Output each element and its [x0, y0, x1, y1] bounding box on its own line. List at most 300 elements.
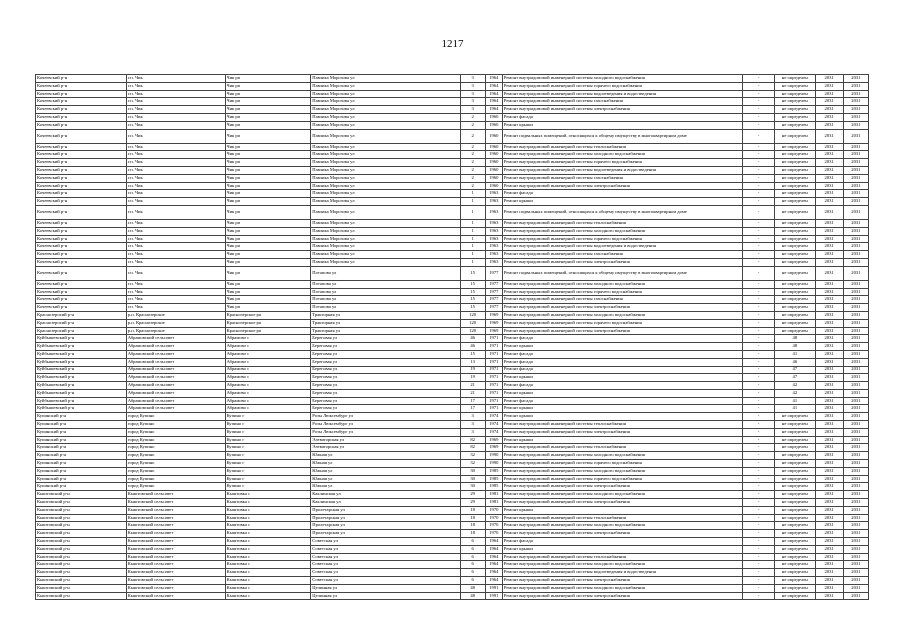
table-row [36, 397, 869, 405]
house-number-cell: 48 [460, 584, 485, 592]
year-built-cell: 1977 [485, 304, 502, 312]
district-cell: Кочеевский р-н [36, 288, 127, 296]
plan-year-start-cell: 2031 [815, 506, 843, 514]
cost-cell: - [742, 545, 774, 553]
plan-year-end-cell: 2031 [843, 545, 868, 553]
work-type-cell: Ремонт внутридомовой инженерной системы водоотведения и водостведения [502, 90, 742, 98]
street-cell: Павлика Морозова ул [311, 75, 460, 83]
settlement-cell: Кыштовский сельсовет [126, 569, 225, 577]
cost-cell: - [742, 198, 774, 206]
work-type-cell: Ремонт внутридомовой инженерной системы газоснабжения [502, 296, 742, 304]
year-built-cell: 1991 [485, 584, 502, 592]
plan-year-end-cell: 2031 [843, 166, 868, 174]
locality-cell: Чик рп [225, 266, 311, 280]
plan-year-end-cell: 2031 [843, 311, 868, 319]
district-cell: Куйбышевский р-н [36, 389, 127, 397]
work-type-cell: Ремонт крыши [502, 343, 742, 351]
plan-year-start-cell: 2031 [815, 159, 843, 167]
year-built-cell: 1970 [485, 514, 502, 522]
area-cell: не определен [775, 577, 815, 585]
district-cell: Куйбышевский р-н [36, 374, 127, 382]
street-cell: Пролетарская ул [311, 522, 460, 530]
locality-cell: Абрамово с [225, 374, 311, 382]
work-type-cell: Ремонт внутридомовой инженерной системы теплоснабжения [502, 219, 742, 227]
plan-year-end-cell: 2031 [843, 159, 868, 167]
cost-cell: - [742, 190, 774, 198]
area-cell: 41 [775, 350, 815, 358]
settlement-cell: г.п. Чик [126, 90, 225, 98]
work-type-cell: Ремонт внутридомовой инженерной системы горячего водоснабжения [502, 460, 742, 468]
district-cell: Купинский р-н [36, 467, 127, 475]
plan-year-end-cell: 2031 [843, 397, 868, 405]
year-built-cell: 1971 [485, 366, 502, 374]
locality-cell: Кыштовка с [225, 522, 311, 530]
settlement-cell: Абрамовский сельсовет [126, 335, 225, 343]
house-number-cell: 32 [460, 452, 485, 460]
table-row [36, 319, 869, 327]
plan-year-end-cell: 2031 [843, 198, 868, 206]
work-type-cell: Ремонт внутридомовой инженерной системы теплоснабжения [502, 553, 742, 561]
settlement-cell: г.п. Чик [126, 243, 225, 251]
cost-cell: - [742, 121, 774, 129]
locality-cell: Чик рп [225, 304, 311, 312]
plan-year-start-cell: 2031 [815, 113, 843, 121]
settlement-cell: город Купино [126, 483, 225, 491]
street-cell: Павлика Морозова ул [311, 227, 460, 235]
cost-cell: - [742, 436, 774, 444]
area-cell: не определен [775, 243, 815, 251]
plan-year-end-cell: 2031 [843, 190, 868, 198]
locality-cell: Купино г [225, 436, 311, 444]
area-cell: 47 [775, 374, 815, 382]
street-cell: Павлика Морозова ул [311, 121, 460, 129]
locality-cell: Кыштовка с [225, 577, 311, 585]
plan-year-end-cell: 2031 [843, 475, 868, 483]
district-cell: Кыштовский р-н [36, 522, 127, 530]
district-cell: Кыштовский р-н [36, 514, 127, 522]
cost-cell: - [742, 452, 774, 460]
district-cell: Купинский р-н [36, 428, 127, 436]
year-built-cell: 1964 [485, 569, 502, 577]
house-number-cell: 2 [460, 143, 485, 151]
plan-year-start-cell: 2031 [815, 413, 843, 421]
work-type-cell: Ремонт внутридомовой инженерной системы электроснабжения [502, 182, 742, 190]
year-built-cell: 1971 [485, 374, 502, 382]
plan-year-end-cell: 2031 [843, 491, 868, 499]
plan-year-end-cell: 2031 [843, 405, 868, 413]
table-row [36, 182, 869, 190]
area-cell: не определен [775, 90, 815, 98]
year-built-cell: 1985 [485, 475, 502, 483]
house-number-cell: 1 [460, 190, 485, 198]
year-built-cell: 1964 [485, 561, 502, 569]
area-cell: не определен [775, 98, 815, 106]
house-number-cell: 18 [460, 522, 485, 530]
street-cell: Элеваторская ул [311, 444, 460, 452]
work-type-cell: Ремонт подвальных помещений, относящихся к общему имуществу в многоквартирном доме [502, 129, 742, 143]
plan-year-start-cell: 2031 [815, 251, 843, 259]
settlement-cell: г.п. Чик [126, 288, 225, 296]
plan-year-end-cell: 2031 [843, 358, 868, 366]
plan-year-end-cell: 2031 [843, 506, 868, 514]
plan-year-end-cell: 2031 [843, 319, 868, 327]
plan-year-start-cell: 2031 [815, 397, 843, 405]
area-cell: не определен [775, 436, 815, 444]
plan-year-end-cell: 2031 [843, 143, 868, 151]
locality-cell: Чик рп [225, 227, 311, 235]
house-number-cell: 2 [460, 174, 485, 182]
locality-cell: Чик рп [225, 143, 311, 151]
year-built-cell: 1960 [485, 174, 502, 182]
table-row [36, 366, 869, 374]
street-cell: Береговая ул [311, 358, 460, 366]
plan-year-end-cell: 2031 [843, 530, 868, 538]
street-cell: Советская ул [311, 553, 460, 561]
locality-cell: Чик рп [225, 198, 311, 206]
table-row [36, 506, 869, 514]
work-type-cell: Ремонт внутридомовой инженерной системы холодного водоснабжения [502, 584, 742, 592]
street-cell: Павлика Морозова ул [311, 151, 460, 159]
work-type-cell: Ремонт внутридомовой инженерной системы газоснабжения [502, 98, 742, 106]
work-type-cell: Ремонт внутридомовой инженерной системы электроснабжения [502, 106, 742, 114]
plan-year-end-cell: 2031 [843, 266, 868, 280]
plan-year-start-cell: 2031 [815, 304, 843, 312]
work-type-cell: Ремонт внутридомовой инженерной системы теплоснабжения [502, 444, 742, 452]
table-row [36, 577, 869, 585]
year-built-cell: 1969 [485, 327, 502, 335]
settlement-cell: г.п. Чик [126, 304, 225, 312]
plan-year-end-cell: 2031 [843, 561, 868, 569]
year-built-cell: 1985 [485, 467, 502, 475]
work-type-cell: Ремонт внутридомовой инженерной системы горячего водоснабжения [502, 288, 742, 296]
street-cell: Розы Люксембург ул [311, 413, 460, 421]
district-cell: Куйбышевский р-н [36, 397, 127, 405]
plan-year-end-cell: 2031 [843, 151, 868, 159]
plan-year-start-cell: 2031 [815, 288, 843, 296]
year-built-cell: 1964 [485, 106, 502, 114]
plan-year-start-cell: 2031 [815, 358, 843, 366]
plan-year-start-cell: 2031 [815, 436, 843, 444]
cost-cell: - [742, 311, 774, 319]
district-cell: Кыштовский р-н [36, 538, 127, 546]
table-row [36, 243, 869, 251]
settlement-cell: Кыштовский сельсовет [126, 530, 225, 538]
settlement-cell: г.п. Чик [126, 251, 225, 259]
table-row [36, 327, 869, 335]
settlement-cell: Кыштовский сельсовет [126, 506, 225, 514]
district-cell: Купинский р-н [36, 452, 127, 460]
year-built-cell: 1963 [485, 251, 502, 259]
locality-cell: Купино г [225, 421, 311, 429]
settlement-cell: Абрамовский сельсовет [126, 382, 225, 390]
table-row [36, 205, 869, 219]
plan-year-end-cell: 2031 [843, 174, 868, 182]
settlement-cell: г.п. Чик [126, 227, 225, 235]
plan-year-end-cell: 2031 [843, 251, 868, 259]
house-number-cell: 32 [460, 460, 485, 468]
work-type-cell: Ремонт внутридомовой инженерной системы электроснабжения [502, 327, 742, 335]
plan-year-start-cell: 2031 [815, 266, 843, 280]
settlement-cell: Кыштовский сельсовет [126, 522, 225, 530]
area-cell: не определен [775, 113, 815, 121]
cost-cell: - [742, 343, 774, 351]
work-type-cell: Ремонт внутридомовой инженерной системы электроснабжения [502, 592, 742, 600]
district-cell: Кочеевский р-н [36, 121, 127, 129]
plan-year-start-cell: 2031 [815, 166, 843, 174]
area-cell: 47 [775, 366, 815, 374]
house-number-cell: 19 [460, 374, 485, 382]
plan-year-end-cell: 2031 [843, 182, 868, 190]
plan-year-end-cell: 2031 [843, 452, 868, 460]
work-type-cell: Ремонт внутридомовой инженерной системы электроснабжения [502, 304, 742, 312]
cost-cell: - [742, 159, 774, 167]
street-cell: Береговая ул [311, 343, 460, 351]
cost-cell: - [742, 258, 774, 266]
year-built-cell: 1964 [485, 75, 502, 83]
district-cell: Кыштовский р-н [36, 530, 127, 538]
plan-year-start-cell: 2031 [815, 235, 843, 243]
year-built-cell: 1970 [485, 506, 502, 514]
street-cell: Южная ул [311, 452, 460, 460]
table-row [36, 266, 869, 280]
cost-cell: - [742, 366, 774, 374]
area-cell: не определен [775, 143, 815, 151]
work-type-cell: Ремонт внутридомовой инженерной системы электроснабжения [502, 499, 742, 507]
plan-year-start-cell: 2031 [815, 561, 843, 569]
work-type-cell: Ремонт внутридомовой инженерной системы горячего водоснабжения [502, 159, 742, 167]
cost-cell: - [742, 483, 774, 491]
plan-year-start-cell: 2031 [815, 389, 843, 397]
area-cell: 46 [775, 358, 815, 366]
area-cell: 42 [775, 382, 815, 390]
work-type-cell: Ремонт крыши [502, 374, 742, 382]
area-cell: не определен [775, 251, 815, 259]
year-built-cell: 1964 [485, 577, 502, 585]
work-type-cell: Ремонт крыши [502, 413, 742, 421]
table-row [36, 491, 869, 499]
area-cell: не определен [775, 304, 815, 312]
table-row [36, 545, 869, 553]
settlement-cell: город Купино [126, 428, 225, 436]
work-type-cell: Ремонт внутридомовой инженерной системы электроснабжения [502, 428, 742, 436]
plan-year-start-cell: 2031 [815, 190, 843, 198]
plan-year-start-cell: 2031 [815, 243, 843, 251]
plan-year-end-cell: 2031 [843, 280, 868, 288]
cost-cell: - [742, 113, 774, 121]
house-number-cell: 1 [460, 243, 485, 251]
settlement-cell: г.п. Чик [126, 98, 225, 106]
cost-cell: - [742, 174, 774, 182]
street-cell: Советская ул [311, 545, 460, 553]
table-row [36, 358, 869, 366]
district-cell: Кыштовский р-н [36, 584, 127, 592]
house-number-cell: 6 [460, 545, 485, 553]
table-row [36, 219, 869, 227]
district-cell: Купинский р-н [36, 460, 127, 468]
street-cell: Пролетарская ул [311, 514, 460, 522]
area-cell: не определен [775, 428, 815, 436]
settlement-cell: г.п. Чик [126, 280, 225, 288]
cost-cell: - [742, 460, 774, 468]
table-row [36, 452, 869, 460]
street-cell: Советская ул [311, 569, 460, 577]
year-built-cell: 1971 [485, 405, 502, 413]
street-cell: Пролетарская ул [311, 530, 460, 538]
settlement-cell: город Купино [126, 413, 225, 421]
district-cell: Кыштовский р-н [36, 491, 127, 499]
house-number-cell: 3 [460, 106, 485, 114]
house-number-cell: 6 [460, 569, 485, 577]
area-cell: не определен [775, 174, 815, 182]
year-built-cell: 1960 [485, 113, 502, 121]
area-cell: не определен [775, 522, 815, 530]
house-number-cell: 15 [460, 280, 485, 288]
plan-year-start-cell: 2031 [815, 405, 843, 413]
locality-cell: Кыштовка с [225, 499, 311, 507]
work-type-cell: Ремонт внутридомовой инженерной системы горячего водоснабжения [502, 82, 742, 90]
district-cell: Кочеевский р-н [36, 75, 127, 83]
district-cell: Кочеевский р-н [36, 205, 127, 219]
cost-cell: - [742, 243, 774, 251]
area-cell: не определен [775, 569, 815, 577]
table-row [36, 483, 869, 491]
settlement-cell: г.п. Чик [126, 159, 225, 167]
locality-cell: Чик рп [225, 296, 311, 304]
area-cell: не определен [775, 553, 815, 561]
cost-cell: - [742, 584, 774, 592]
plan-year-start-cell: 2031 [815, 530, 843, 538]
work-type-cell: Ремонт фасада [502, 397, 742, 405]
work-type-cell: Ремонт крыши [502, 405, 742, 413]
plan-year-end-cell: 2031 [843, 428, 868, 436]
district-cell: Кочеевский р-н [36, 227, 127, 235]
plan-year-start-cell: 2031 [815, 75, 843, 83]
street-cell: Южная ул [311, 467, 460, 475]
locality-cell: Купино г [225, 467, 311, 475]
year-built-cell: 1963 [485, 190, 502, 198]
settlement-cell: Кыштовский сельсовет [126, 538, 225, 546]
settlement-cell: Кыштовский сельсовет [126, 577, 225, 585]
plan-year-end-cell: 2031 [843, 467, 868, 475]
cost-cell: - [742, 444, 774, 452]
year-built-cell: 1971 [485, 382, 502, 390]
house-number-cell: 1 [460, 251, 485, 259]
plan-year-start-cell: 2031 [815, 327, 843, 335]
plan-year-end-cell: 2031 [843, 113, 868, 121]
area-cell: не определен [775, 538, 815, 546]
district-cell: Краснозерский р-н [36, 319, 127, 327]
work-type-cell: Ремонт крыши [502, 506, 742, 514]
area-cell: не определен [775, 491, 815, 499]
district-cell: Купинский р-н [36, 475, 127, 483]
plan-year-start-cell: 2031 [815, 538, 843, 546]
table-row [36, 335, 869, 343]
work-type-cell: Ремонт внутридомовой инженерной системы холодного водоснабжения [502, 491, 742, 499]
area-cell: не определен [775, 475, 815, 483]
plan-year-end-cell: 2031 [843, 288, 868, 296]
street-cell: Целинная ул [311, 592, 460, 600]
area-cell: не определен [775, 499, 815, 507]
plan-year-start-cell: 2031 [815, 106, 843, 114]
house-number-cell: 1 [460, 198, 485, 206]
plan-year-start-cell: 2031 [815, 151, 843, 159]
year-built-cell: 1969 [485, 319, 502, 327]
plan-year-start-cell: 2031 [815, 350, 843, 358]
street-cell: Береговая ул [311, 335, 460, 343]
street-cell: Береговая ул [311, 366, 460, 374]
settlement-cell: Абрамовский сельсовет [126, 374, 225, 382]
settlement-cell: г.п. Чик [126, 82, 225, 90]
year-built-cell: 1971 [485, 358, 502, 366]
page-number: 1217 [441, 38, 464, 50]
plan-year-start-cell: 2031 [815, 428, 843, 436]
plan-year-end-cell: 2031 [843, 343, 868, 351]
street-cell: Советская ул [311, 577, 460, 585]
cost-cell: - [742, 182, 774, 190]
table-row [36, 129, 869, 143]
street-cell: Береговая ул [311, 405, 460, 413]
cost-cell: - [742, 151, 774, 159]
year-built-cell: 1960 [485, 166, 502, 174]
locality-cell: Абрамово с [225, 358, 311, 366]
locality-cell: Кыштовка с [225, 530, 311, 538]
locality-cell: Купино г [225, 444, 311, 452]
locality-cell: Чик рп [225, 182, 311, 190]
street-cell: Потапова ул [311, 304, 460, 312]
year-built-cell: 1960 [485, 121, 502, 129]
cost-cell: - [742, 553, 774, 561]
settlement-cell: Кыштовский сельсовет [126, 514, 225, 522]
district-cell: Кочеевский р-н [36, 174, 127, 182]
street-cell: Целинная ул [311, 584, 460, 592]
house-number-cell: 19 [460, 366, 485, 374]
locality-cell: Чик рп [225, 288, 311, 296]
plan-year-end-cell: 2031 [843, 514, 868, 522]
work-type-cell: Ремонт внутридомовой инженерной системы газоснабжения [502, 174, 742, 182]
year-built-cell: 1990 [485, 452, 502, 460]
locality-cell: Чик рп [225, 75, 311, 83]
street-cell: Павлика Морозова ул [311, 219, 460, 227]
table-row [36, 174, 869, 182]
year-built-cell: 1963 [485, 198, 502, 206]
locality-cell: Абрамово с [225, 397, 311, 405]
settlement-cell: Кыштовский сельсовет [126, 499, 225, 507]
settlement-cell: г.п. Чик [126, 143, 225, 151]
house-number-cell: 21 [460, 389, 485, 397]
year-built-cell: 1971 [485, 335, 502, 343]
district-cell: Куйбышевский р-н [36, 405, 127, 413]
house-number-cell: 1 [460, 227, 485, 235]
area-cell: не определен [775, 514, 815, 522]
locality-cell: Абрамово с [225, 366, 311, 374]
street-cell: Советская ул [311, 561, 460, 569]
year-built-cell: 1960 [485, 151, 502, 159]
plan-year-start-cell: 2031 [815, 335, 843, 343]
table-row [36, 121, 869, 129]
year-built-cell: 1971 [485, 343, 502, 351]
plan-year-end-cell: 2031 [843, 129, 868, 143]
table-row [36, 258, 869, 266]
area-cell: не определен [775, 319, 815, 327]
table-row [36, 436, 869, 444]
year-built-cell: 1974 [485, 428, 502, 436]
street-cell: Каклинская ул [311, 499, 460, 507]
district-cell: Кочеевский р-н [36, 113, 127, 121]
settlement-cell: г.п. Чик [126, 166, 225, 174]
house-number-cell: 17 [460, 405, 485, 413]
year-built-cell: 1960 [485, 182, 502, 190]
area-cell: не определен [775, 129, 815, 143]
